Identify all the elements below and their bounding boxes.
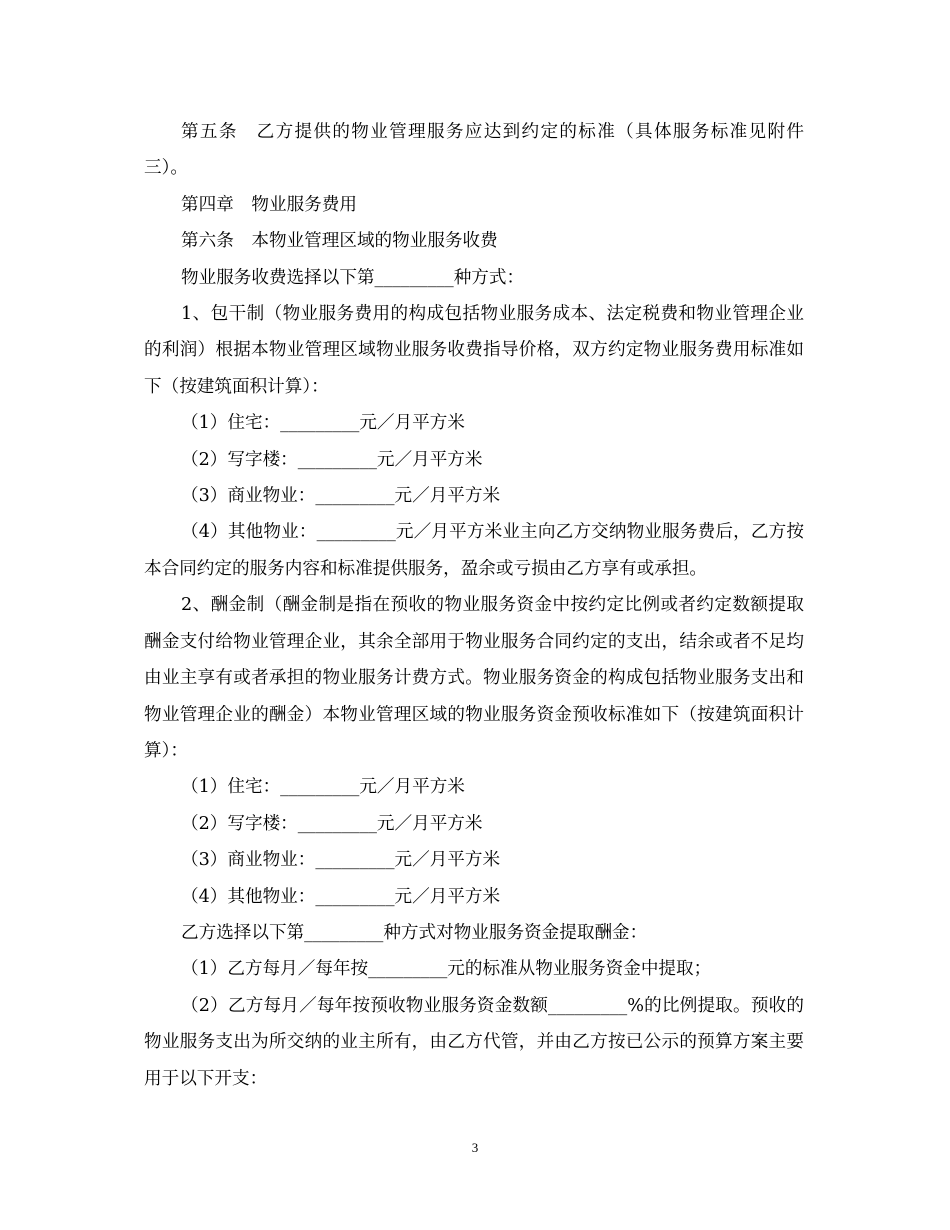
remuneration-commercial-fee: （3）商业物业：_________元／月平方米 xyxy=(181,850,501,871)
lump-sum-office-fee: （2）写字楼：_________元／月平方米 xyxy=(181,449,483,470)
lump-sum-system-paragraph: 1、包干制（物业服务费用的构成包括物业服务成本、法定税费和物业管理企业的利润）根据本物业管理区域物业服务收费指导价格，双方约定物业服务费用标准如下（按建筑面积计算）： xyxy=(144,304,804,397)
article-5-paragraph: 第五条 乙方提供的物业管理服务应达到约定的标准（具体服务标准见附件三）。 xyxy=(144,122,804,179)
remuneration-option-percentage: （2）乙方每月／每年按预收物业服务资金数额_________%的比例提取。预收的物业服务支出为所交纳的业主所有，由乙方代管，并由乙方按已公示的预算方案主要用于以下开支： xyxy=(144,995,804,1089)
lump-sum-other-fee: （4）其他物业：_________元／月平方米业主向乙方交纳物业服务费后，乙方按本合同约定的服务内容和标准提供服务，盈余或亏损由乙方享有或承担。 xyxy=(144,522,804,579)
remuneration-residential-fee: （1）住宅：_________元／月平方米 xyxy=(181,777,465,798)
fee-method-choice: 物业服务收费选择以下第_________种方式： xyxy=(181,267,525,288)
remuneration-option-fixed: （1）乙方每月／每年按_________元的标准从物业服务资金中提取； xyxy=(181,959,712,980)
article-6-heading: 第六条 本物业管理区域的物业服务收费 xyxy=(181,231,498,252)
lump-sum-residential-fee: （1）住宅：_________元／月平方米 xyxy=(181,413,465,434)
remuneration-method-choice: 乙方选择以下第_________种方式对物业服务资金提取酬金： xyxy=(181,922,648,943)
lump-sum-commercial-fee: （3）商业物业：_________元／月平方米 xyxy=(181,486,501,507)
remuneration-system-paragraph: 2、酬金制（酬金制是指在预收的物业服务资金中按约定比例或者约定数额提取酬金支付给物业管理企业，其余全部用于物业服务合同约定的支出，结余或者不足均由业主享有或者承担的物业服务计费方式。物业服务资金的构成包括物业服务支出和物业管理企业的酬金）本物业管理区域的物业服务资金预收标准如下（按建筑面积计算）： xyxy=(144,595,804,761)
remuneration-other-fee: （4）其他物业：_________元／月平方米 xyxy=(181,886,501,907)
document-body xyxy=(144,114,804,1097)
chapter-4-heading: 第四章 物业服务费用 xyxy=(181,194,357,215)
page-number: 3 xyxy=(471,1140,479,1155)
remuneration-office-fee: （2）写字楼：_________元／月平方米 xyxy=(181,813,483,834)
